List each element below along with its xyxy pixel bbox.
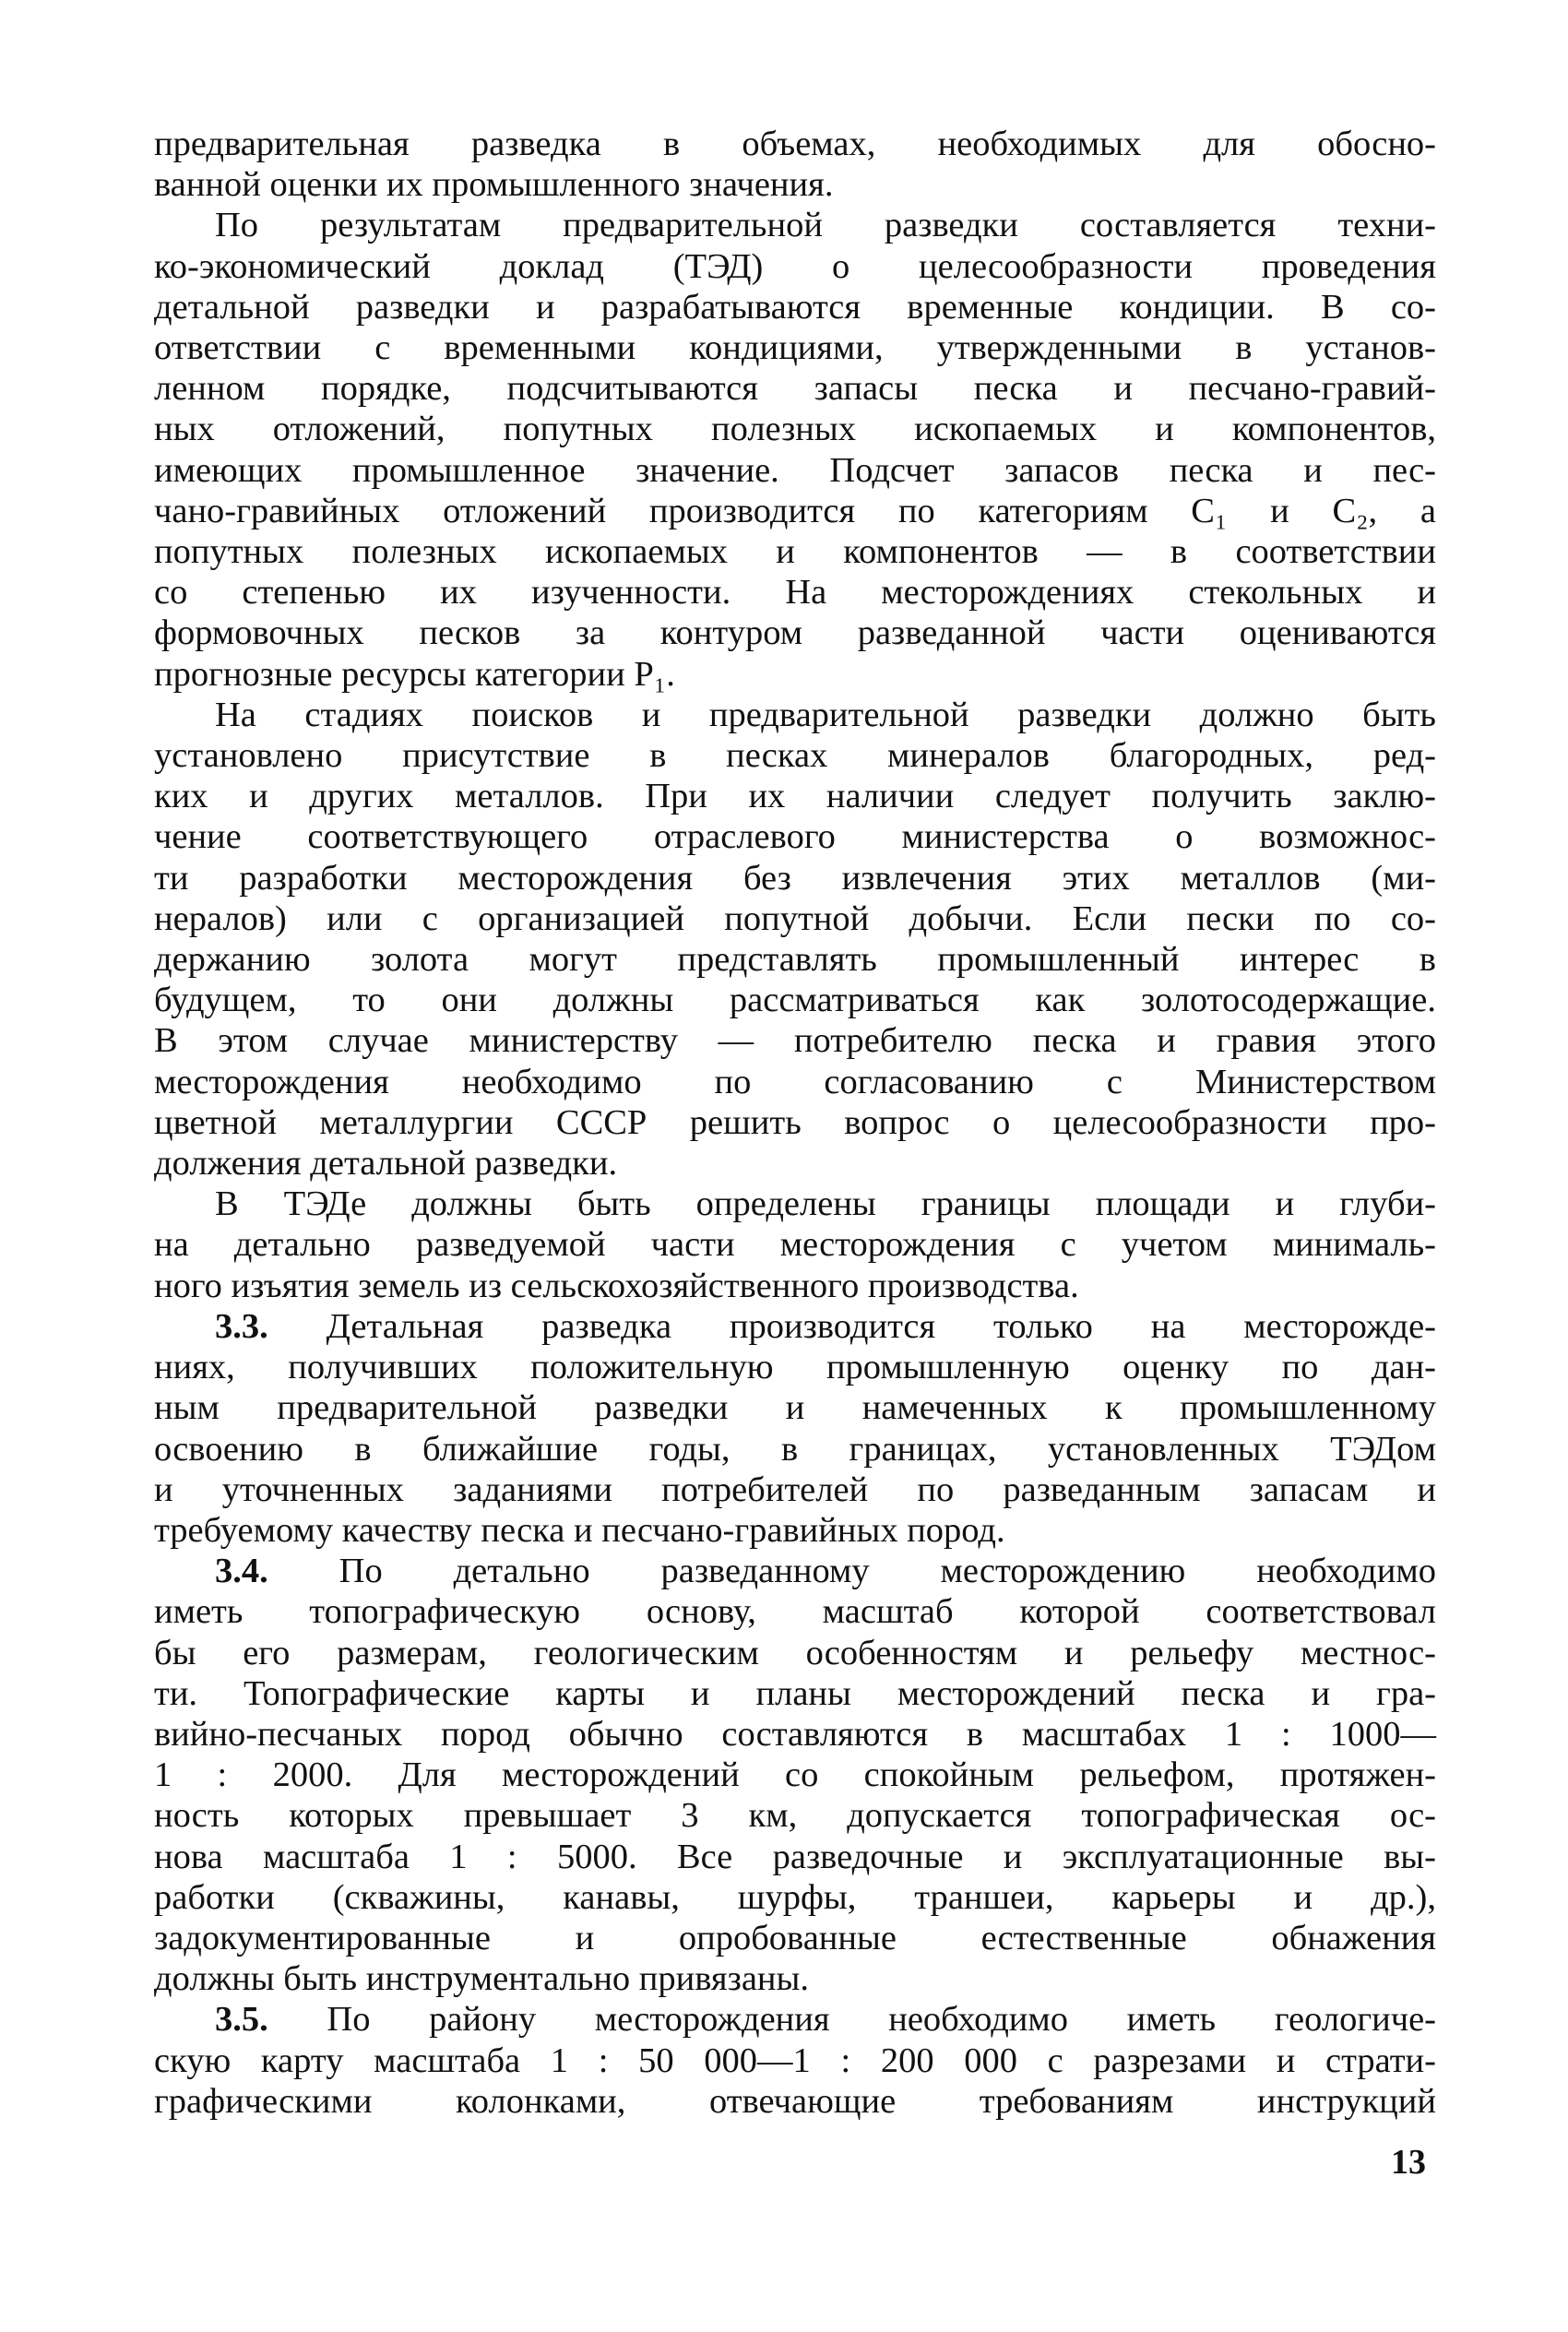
text-line	[154, 654, 1436, 695]
line-text: ванной оценки их промышленного значения.	[154, 165, 834, 205]
text-line	[154, 1347, 1436, 1387]
text-line	[154, 1877, 1436, 1918]
line-text: ко-экономический доклад (ТЭД) о целесообразности проведения	[154, 246, 1436, 286]
paragraph	[154, 1306, 1436, 1551]
text-line	[154, 491, 1436, 531]
line-text: чение соответствующего отраслевого министерства о возможнос-	[154, 817, 1436, 857]
line-text: ным предварительной разведки и намеченных к промышленному	[154, 1388, 1436, 1428]
text-line	[154, 980, 1436, 1020]
line-text: ного изъятия земель из сельскохозяйственного производства.	[154, 1266, 1079, 1305]
line-text: ответствии с временными кондициями, утвержденными в установ-	[154, 328, 1436, 368]
text-line	[154, 1102, 1436, 1143]
line-text: ных отложений, попутных полезных ископаемых и компонентов,	[154, 410, 1436, 449]
text-line	[154, 205, 1436, 245]
line-text: ти. Топографические карты и планы месторождений песка и гра-	[154, 1673, 1436, 1713]
text-line	[154, 1510, 1436, 1551]
line-text: ниях, получивших положительную промышленную оценку по дан-	[154, 1348, 1436, 1387]
line-text: требуемому качеству песка и песчано-гравийных пород.	[154, 1510, 1005, 1550]
line-text: будущем, то они должны рассматриваться как золотосодержащие.	[154, 981, 1436, 1020]
text-line	[154, 1633, 1436, 1673]
line-text: На стадиях поисков и предварительной разведки должно быть	[215, 695, 1436, 734]
paragraph	[154, 1999, 1436, 2122]
line-text: По результатам предварительной разведки составляется техни-	[215, 206, 1436, 245]
paragraph	[154, 1551, 1436, 1999]
line-text: предварительная разведка в объемах, необходимых для обосно-	[154, 125, 1436, 163]
text-line	[154, 1837, 1436, 1877]
section-number: 3.4.	[215, 1552, 268, 1591]
paragraph	[154, 695, 1436, 1184]
line-text: графическими колонками, отвечающие требованиям инструкций	[154, 2081, 1436, 2121]
line-text: попутных полезных ископаемых и компонентов — в соответствии	[154, 532, 1436, 572]
text-line	[154, 1999, 1436, 2040]
line-text: ленном порядке, подсчитываются запасы песка и песчано-гравий-	[154, 369, 1436, 409]
line-text: чано-гравийных отложений производится по категориям C₁ и C₂, а	[154, 491, 1436, 530]
line-text: на детально разведуемой части месторождения с учетом минималь-	[154, 1225, 1436, 1265]
line-text: ких и других металлов. При их наличии следует получить заклю-	[154, 777, 1436, 816]
line-text: цветной металлургии СССР решить вопрос о целесообразности про-	[154, 1102, 1436, 1142]
line-text: прогнозные ресурсы категории P₁.	[154, 654, 675, 694]
text-line	[154, 409, 1436, 449]
text-line	[154, 1387, 1436, 1428]
line-text: должны быть инструментально привязаны.	[154, 1959, 810, 1999]
text-line	[154, 1551, 1436, 1591]
line-text: формовочных песков за контуром разведанной части оцениваются	[154, 613, 1436, 653]
line-text: скую карту масштаба 1 : 50 000—1 : 200 000 с разрезами и страти-	[154, 2040, 1436, 2080]
text-line	[154, 1184, 1436, 1224]
paragraph	[154, 124, 1436, 205]
text-line	[154, 2081, 1436, 2122]
text-line	[154, 164, 1436, 205]
line-text: установлено присутствие в песках минералов благородных, ред-	[154, 736, 1436, 776]
line-text: Детальная разведка производится только на месторожде-	[267, 1306, 1436, 1346]
text-line	[154, 776, 1436, 816]
text-line	[154, 1020, 1436, 1061]
text-line	[154, 898, 1436, 939]
line-text: освоению в ближайшие годы, в границах, установленных ТЭДом	[154, 1429, 1436, 1469]
text-line	[154, 572, 1436, 613]
line-text: вийно-песчаных пород обычно составляются в масштабах 1 : 1000—	[154, 1714, 1436, 1754]
text-line	[154, 531, 1436, 572]
text-line	[154, 1469, 1436, 1510]
text-line	[154, 613, 1436, 653]
line-text: 1 : 2000. Для месторождений со спокойным рельефом, протяжен-	[154, 1755, 1436, 1795]
line-text: По детально разведанному месторождению необходимо	[267, 1552, 1436, 1591]
line-text: имеющих промышленное значение. Подсчет запасов песка и пес-	[154, 450, 1436, 490]
line-text: нералов) или с организацией попутной добычи. Если пески по со-	[154, 898, 1436, 938]
line-text: ность которых превышает 3 км, допускается топографическая ос-	[154, 1796, 1436, 1836]
line-text: держанию золота могут представлять промышленный интерес в	[154, 940, 1436, 980]
line-text: должения детальной разведки.	[154, 1144, 618, 1184]
text-line	[154, 1795, 1436, 1836]
section-number: 3.5.	[215, 2000, 268, 2040]
line-text: По району месторождения необходимо иметь геологиче-	[267, 2000, 1436, 2040]
text-line	[154, 1143, 1436, 1184]
line-text: нова масштаба 1 : 5000. Все разведочные и эксплуатационные вы-	[154, 1837, 1436, 1876]
line-text: задокументированные и опробованные естественные обнажения	[154, 1918, 1436, 1957]
text-line	[154, 368, 1436, 409]
text-line	[154, 1429, 1436, 1469]
text-line	[154, 1958, 1436, 1999]
paragraph	[154, 205, 1436, 694]
line-text: ти разработки месторождения без извлечения этих металлов (ми-	[154, 858, 1436, 898]
section-number: 3.3.	[215, 1306, 268, 1346]
line-text: В ТЭДе должны быть определены границы площади и глуби-	[215, 1184, 1436, 1224]
line-text: месторождения необходимо по согласованию с Министерством	[154, 1062, 1436, 1101]
text-line	[154, 735, 1436, 776]
paragraph	[154, 1184, 1436, 1306]
text-line	[154, 1306, 1436, 1347]
text-line	[154, 1591, 1436, 1632]
text-line	[154, 1918, 1436, 1958]
line-text: работки (скважины, канавы, шурфы, траншеи, карьеры и др.),	[154, 1877, 1436, 1917]
line-text: В этом случае министерству — потребителю песка и гравия этого	[154, 1021, 1436, 1061]
text-line	[154, 1714, 1436, 1755]
text-line	[154, 816, 1436, 857]
document-body	[154, 124, 1436, 2122]
page-number: 13	[1391, 2143, 1426, 2182]
text-line	[154, 695, 1436, 735]
text-line	[154, 450, 1436, 491]
line-text: бы его размерам, геологическим особенностям и рельефу местнос-	[154, 1633, 1436, 1672]
text-line	[154, 1673, 1436, 1714]
line-text: и уточненных заданиями потребителей по разведанным запасам и	[154, 1469, 1436, 1509]
text-line	[154, 246, 1436, 287]
text-line	[154, 939, 1436, 980]
text-line	[154, 124, 1436, 164]
text-line	[154, 1062, 1436, 1102]
line-text: детальной разведки и разрабатываются временные кондиции. В со-	[154, 287, 1436, 327]
text-line	[154, 327, 1436, 368]
text-line	[154, 1266, 1436, 1306]
text-line	[154, 1224, 1436, 1265]
text-line	[154, 858, 1436, 898]
text-line	[154, 287, 1436, 327]
line-text: иметь топографическую основу, масштаб которой соответствовал	[154, 1592, 1436, 1632]
line-text: со степенью их изученности. На месторождениях стекольных и	[154, 573, 1436, 613]
text-line	[154, 2040, 1436, 2081]
text-line	[154, 1755, 1436, 1795]
